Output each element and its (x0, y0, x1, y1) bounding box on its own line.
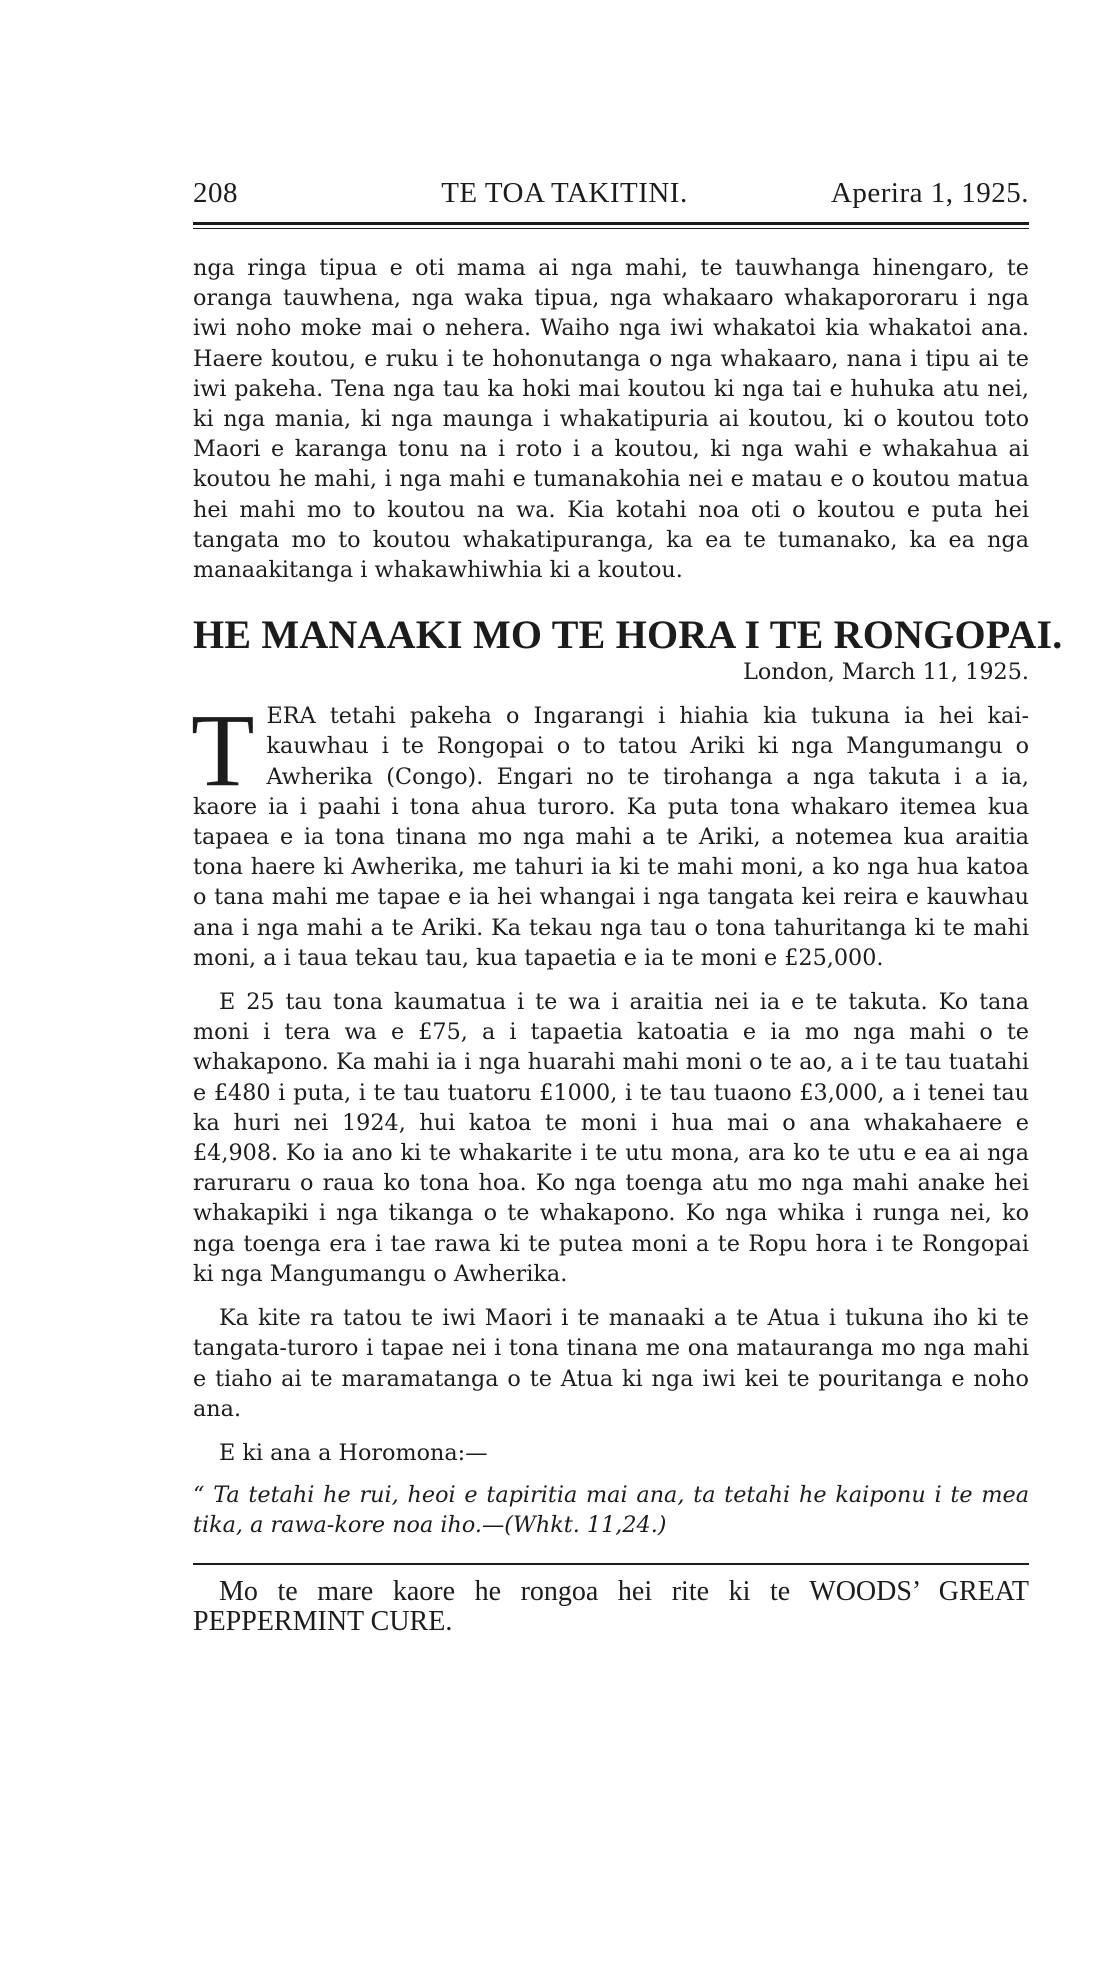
header-rule (193, 222, 1029, 229)
continued-paragraph: nga ringa tipua e oti mama ai nga mahi, te tauwhanga hinengaro, te oranga tauwhena, nga waka tipua, nga whakaaro whakapororaru i nga iwi noho moke mai o nehera. Waiho nga iwi whakatoi kia whakatoi ana. Haere koutou, e ruku i te hohonutanga o nga whakaaro, nana i tipu ai te iwi pakeha. Tena nga tau ka hoki mai koutou ki nga tai e huhuka atu nei, ki nga mania, ki nga maunga i whakatipuria ai koutou, ki o koutou toto Maori e karanga tonu na i roto i a koutou, ki nga wahi e whakahua ai koutou he mahi, i nga mahi e tumanakohia nei e matau e o koutou matua hei mahi mo to koutou na wa. Kia kotahi noa oti o koutou e puta hei tangata mo to koutou whakatipuranga, ka ea te tumanako, ka ea nga manaakitanga i whakawhiwhia ki a koutou. (193, 255, 1029, 584)
article-paragraph-4: E ki ana a Horomona:— (219, 1439, 488, 1466)
page-number: 208 (193, 177, 238, 209)
section-rule (193, 1563, 1029, 1565)
advertisement: Mo te mare kaore he rongoa hei rite ki te WOODS’ GREAT PEPPERMINT CURE. (193, 1575, 1029, 1637)
running-header (193, 176, 1029, 210)
issue-date: Aperira 1, 1925. (830, 177, 1029, 209)
article-paragraph-3: Ka kite ra tatou te iwi Maori i te manaaki a te Atua i tukuna iho ki te tangata-turoro i tapae nei i tona tinana me ona matauranga mo nga mahi e tiaho ai te maramatanga o te Atua ki nga iwi kei te pouritanga e noho ana. (193, 1305, 1029, 1422)
article-heading: HE MANAAKI MO TE HORA I TE RONGOPAI. (193, 612, 1063, 658)
article-paragraph-2: E 25 tau tona kaumatua i te wa i araitia nei ia e te takuta. Ko tana moni i tera wa e £75, a i tapaetia katoatia e ia mo nga mahi o te whakapono. Ka mahi ia i nga huarahi mahi moni o te ao, a i te tau tuatahi e £480 i puta, i te tau tuatoru £1000, i te tau tuaono £3,000, a i tenei tau ka huri nei 1924, hui katoa te moni i hua mai o ana whakahaere e £4,908. Ko ia ano ki te whakarite i te utu mona, ara ko te utu e ea ai nga raruraru o raua ko tona hoa. Ko nga toenga atu mo nga mahi anake hei whakapiki i nga tikanga o te whakapono. Ko nga whika i runga nei, ko nga toenga era i tae rawa ki te putea moni a te Ropu hora i te Rongopai ki nga Mangumangu o Awherika. (193, 989, 1029, 1287)
publication-title: TE TOA TAKITINI. (441, 177, 688, 209)
page (191, 176, 1063, 1637)
article-dateline: London, March 11, 1925. (743, 659, 1029, 686)
article-paragraph-1 (191, 693, 1029, 973)
article-paragraph-1-text: ERA tetahi pakeha o Ingarangi i hiahia kia tukuna ia hei kai-kauwhau i te Rongopai o to tatou Ariki ki nga Mangumangu o Awherika (Congo). Engari no te tirohanga a nga takuta i a ia, kaore ia i paahi i tona ahua turoro. Ka puta tona whakaro itemea kua tapaea e ia tona tinana mo nga mahi a te Ariki, a notemea kua araitia tona haere ki Awherika, me tahuri ia ki te mahi moni, a ko nga hua katoa o tana mahi me tapae e ia hei whangai i nga tangata kei reira e kauwhau ana i nga mahi a te Ariki. Ka tekau nga tau o tona tahuritanga ki te mahi moni, a i taua tekau tau, kua tapaetia e ia te moni e £25,000. (193, 703, 1029, 971)
drop-cap: T (191, 693, 255, 809)
scripture-quote: “ Ta tetahi he rui, heoi e tapiritia mai ana, ta tetahi he kaiponu i te mea tika, a rawa-kore noa iho.—(Whkt. 11,24.) (193, 1482, 1029, 1539)
